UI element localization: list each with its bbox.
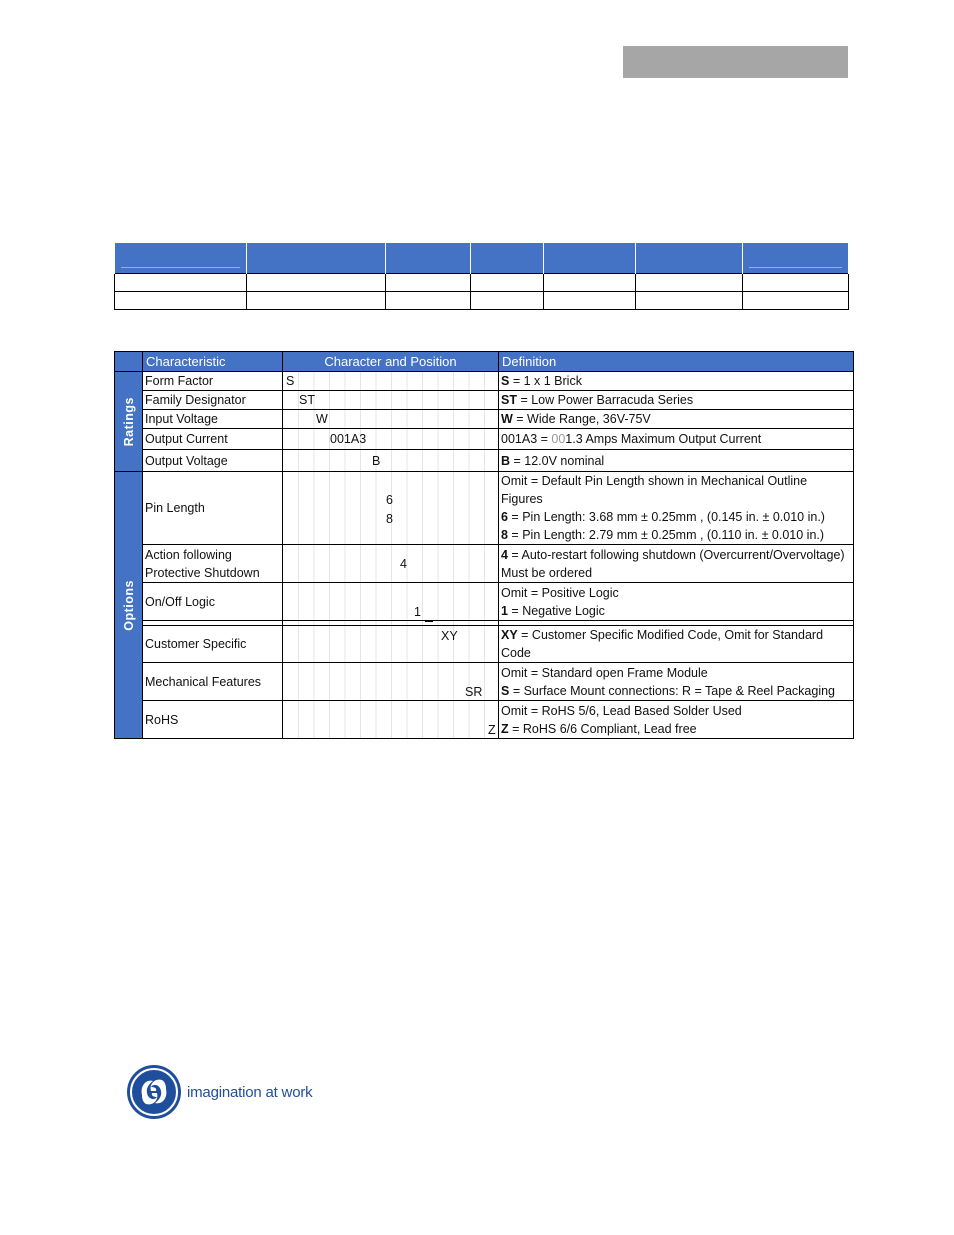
table-row: [115, 372, 854, 391]
row-definition: W = Wide Range, 36V-75V: [499, 410, 854, 429]
row-code: S: [283, 372, 499, 391]
table-row: [115, 583, 854, 621]
row-definition: 4 = Auto-restart following shutdown (Overcurrent/Overvoltage) Must be ordered: [499, 545, 854, 583]
blank-header-cell: [743, 243, 849, 274]
row-characteristic: Input Voltage: [143, 410, 283, 429]
table-row: [115, 545, 854, 583]
blank-header-cell: [471, 243, 544, 274]
row-definition: 001A3 = 001.3 Amps Maximum Output Current: [499, 429, 854, 450]
table-row: [115, 626, 854, 663]
table-row: [115, 410, 854, 429]
header-character-position: Character and Position: [283, 352, 499, 372]
table-row: [115, 663, 854, 701]
row-characteristic: Output Voltage: [143, 450, 283, 472]
tagline: imagination at work: [187, 1084, 313, 1101]
row-definition: S = 1 x 1 Brick: [499, 372, 854, 391]
table-row: [115, 450, 854, 472]
blank-header-cell: [247, 243, 386, 274]
row-code: SR: [283, 663, 499, 701]
row-code: Z: [283, 701, 499, 739]
row-characteristic: Output Current: [143, 429, 283, 450]
blank-table-row: [115, 292, 849, 310]
row-characteristic: Mechanical Features: [143, 663, 283, 701]
header-gray-bar: [623, 46, 848, 78]
row-code: 001A3: [283, 429, 499, 450]
row-characteristic: Pin Length: [143, 472, 283, 545]
row-code: ST: [283, 391, 499, 410]
row-definition: Omit = Default Pin Length shown in Mechanical Outline Figures 6 = Pin Length: 3.68 mm ± 0.25mm , (0.145 in. ± 0.010 in.) 8 = Pin Length: 2.79 mm ± 0.25mm , (0.110 in. ± 0.010 in.): [499, 472, 854, 545]
row-code: W: [283, 410, 499, 429]
table-row: [115, 472, 854, 545]
row-definition: Omit = RoHS 5/6, Lead Based Solder Used Z = RoHS 6/6 Compliant, Lead free: [499, 701, 854, 739]
row-code: B: [283, 450, 499, 472]
row-characteristic: RoHS: [143, 701, 283, 739]
blank-header-cell: [115, 243, 247, 274]
blank-table-row: [115, 274, 849, 292]
blank-header-cell: [544, 243, 636, 274]
row-code: 6 8: [283, 472, 499, 545]
section-label-options: Options: [115, 472, 143, 739]
row-definition: Omit = Positive Logic 1 = Negative Logic: [499, 583, 854, 621]
blank-table-header-row: [115, 243, 849, 274]
row-code: XY: [283, 626, 499, 663]
row-code: 1: [283, 583, 499, 621]
table-row: [115, 429, 854, 450]
row-characteristic: Customer Specific: [143, 626, 283, 663]
ge-monogram-icon: [126, 1064, 182, 1120]
header-definition: Definition: [499, 352, 854, 372]
row-definition: XY = Customer Specific Modified Code, Omit for Standard Code: [499, 626, 854, 663]
row-characteristic: Action following Protective Shutdown: [143, 545, 283, 583]
row-characteristic: On/Off Logic: [143, 583, 283, 621]
table-row: [115, 391, 854, 410]
row-characteristic: Family Designator: [143, 391, 283, 410]
part-number-code-table: [114, 351, 854, 739]
code-table-header-row: [115, 352, 854, 372]
section-label-ratings: Ratings: [115, 372, 143, 472]
row-code: 4: [283, 545, 499, 583]
row-definition: ST = Low Power Barracuda Series: [499, 391, 854, 410]
blank-header-cell: [636, 243, 743, 274]
blank-summary-table: [114, 243, 849, 310]
blank-header-cell: [386, 243, 471, 274]
table-row: [115, 701, 854, 739]
header-characteristic: Characteristic: [143, 352, 283, 372]
row-definition: B = 12.0V nominal: [499, 450, 854, 472]
row-definition: Omit = Standard open Frame Module S = Surface Mount connections: R = Tape & Reel Packaging: [499, 663, 854, 701]
row-characteristic: Form Factor: [143, 372, 283, 391]
